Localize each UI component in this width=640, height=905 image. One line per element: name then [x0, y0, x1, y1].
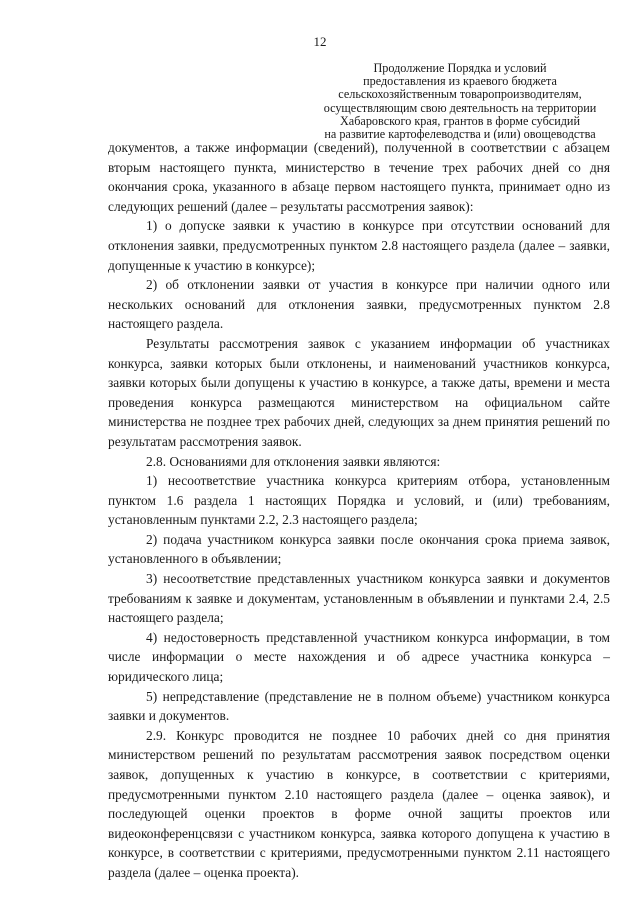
paragraph-results: Результаты рассмотрения заявок с указанием информации об участниках конкурса, заявки которых были отклонены, и наименований участников конкурса, заявки которых были допущены к участию в конкурсе, а также даты, времени и места проведения конкурса размещаются министерством на официальном сайте министерства не позднее трех рабочих дней, следующих за днем принятия решений по результатам рассмотрения заявок.: [108, 335, 610, 449]
reason-item-3: 3) несоответствие представленных участником конкурса заявки и документов требованиям к заявке и документам, установленным в объявлении и пунктами 2.4, 2.5 настоящего раздела;: [108, 571, 610, 626]
reason-item-1: 1) несоответствие участника конкурса критериям отбора, установленным пунктом 1.6 раздела 1 настоящих Порядка и условий, и (или) требованиям, установленным пунктами 2.2, 2.3 настоящего раздела;: [108, 473, 610, 528]
list-item-admit: 1) о допуске заявки к участию в конкурсе при отсутствии оснований для отклонения заявки, предусмотренных пунктом 2.8 настоящего раздела (далее – заявки, допущенные к участию в конкурсе);: [108, 218, 610, 273]
header-line: предоставления из краевого бюджета: [363, 74, 557, 89]
header-line: Хабаровского края, грантов в форме субсидий: [340, 113, 580, 128]
header-line: осуществляющим свою деятельность на территории: [323, 100, 597, 115]
section-2-9-paragraph: 2.9. Конкурс проводится не позднее 10 рабочих дней со дня принятия министерством решений по результатам рассмотрения заявок посредством оценки заявок, допущенных к участию в конкурсе, в соответствии с критериями, предусмотренными пунктом 2.10 настоящего раздела (далее – оценка заявок), и последующей оценки проектов в форме очной защиты проектов или видеоконференцсвязи с участником конкурса, заявка которого допущена к участию в конкурсе, в соответствии с критериями, предусмотренными пунктом 2.11 настоящего раздела (далее – оценка проекта).: [108, 727, 610, 880]
section-2-8-heading: 2.8. Основаниями для отклонения заявки являются:: [146, 453, 441, 469]
header-line: на развитие картофелеводства и (или) овощеводства: [324, 127, 596, 142]
reason-item-2: 2) подача участником конкурса заявки после окончания срока приема заявок, установленного в объявлении;: [108, 531, 610, 567]
header-line: сельскохозяйственным товаропроизводителям,: [338, 87, 582, 102]
page-number: 12: [313, 34, 327, 49]
reason-item-5: 5) непредставление (представление не в полном объеме) участником конкурса заявки и документов.: [108, 688, 610, 724]
list-item-reject: 2) об отклонении заявки от участия в конкурсе при наличии одного или нескольких оснований для отклонения заявки, предусмотренных пунктом 2.8 настоящего раздела.: [108, 277, 610, 332]
document-header: [300, 62, 620, 141]
paragraph-continuation: документов, а также информации (сведений), полученной в соответствии с абзацем вторым настоящего пункта, министерство в течение трех рабочих дней со дня окончания срока, указанного в абзаце первом настоящего пункта, принимает одно из следующих решений (далее – результаты рассмотрения заявок):: [108, 140, 610, 214]
document-body: [108, 138, 610, 883]
header-line: Продолжение Порядка и условий: [373, 61, 547, 75]
reason-item-4: 4) недостоверность представленной участником конкурса информации, в том числе информации о месте нахождения и об адресе участника конкурса – юридического лица;: [108, 629, 610, 685]
